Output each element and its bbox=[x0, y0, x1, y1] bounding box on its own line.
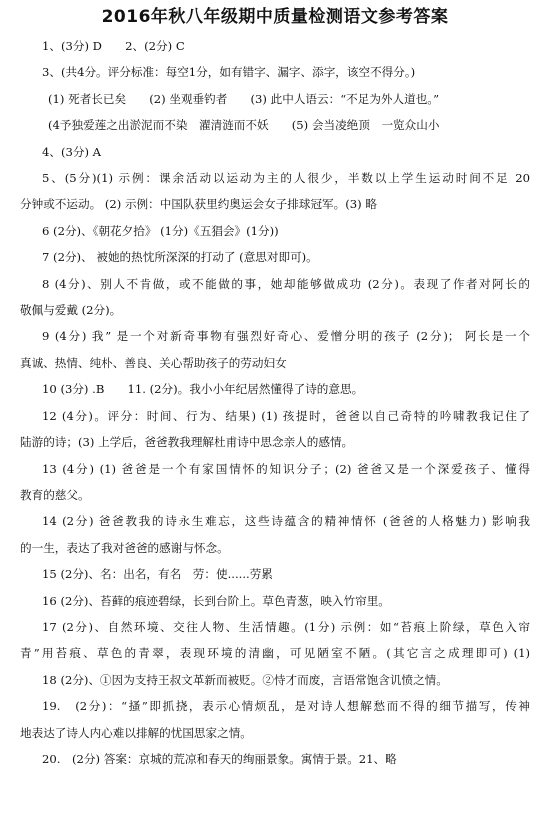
answer-line: 3、(共4分。评分标准：每空1分，如有错字、漏字、添字，该空不得分。) bbox=[42, 65, 416, 80]
answer-line: 19. (2分)：“搔”即抓挠，表示心情烦乱，是对诗人想解愁而不得的细节描写，传神 bbox=[42, 699, 530, 714]
answer-line: 14 (2分) 爸爸教我的诗永生难忘，这些诗蕴含的精神情怀 (爸爸的人格魅力) 影响我 bbox=[42, 514, 530, 529]
answer-line: 15 (2分)、名：出名，有名 劳：使......劳累 bbox=[42, 567, 273, 582]
answer-line: 教育的慈父。 bbox=[20, 487, 90, 502]
answer-line: 4、(3分) A bbox=[42, 144, 102, 159]
answer-list bbox=[20, 33, 530, 772]
answer-line: 青”用苔痕、草色的青翠，表现环境的清幽，可见陋室不陋。(其它言之成理即可) (1) bbox=[20, 646, 530, 661]
answer-line: (4予独爱莲之出淤泥而不染 濯清涟而不妖 (5) 会当凌绝顶 一览众山小 bbox=[48, 118, 440, 133]
answer-line: 13 (4分) (1) 爸爸是一个有家国情怀的知识分子；(2) 爸爸又是一个深爱孩子、懂得 bbox=[42, 461, 530, 476]
answer-line: 5、(5分)(1) 示例：课余活动以运动为主的人很少，半数以上学生运动时间不足 20 bbox=[42, 171, 530, 186]
answer-line: 8 (4分)、别人不肯做，或不能做的事，她却能够做成功 (2分)。表现了作者对阿长的 bbox=[42, 276, 530, 291]
answer-line: 6 (2分)、《朝花夕拾》 (1分)《五猖会》(1分)) bbox=[42, 223, 279, 238]
answer-line: 12 (4分)。评分：时间、行为、结果) (1) 孩提时，爸爸以自己奇特的吟啸教我记住了 bbox=[42, 408, 530, 423]
answer-line: 9 (4分) 我” 是一个对新奇事物有强烈好奇心、爱憎分明的孩子 (2分)； 阿长是一个 bbox=[42, 329, 530, 344]
answer-line: 分钟或不运动。 (2) 示例：中国队获里约奥运会女子排球冠军。(3) 略 bbox=[20, 197, 377, 212]
answer-line: 1、(3分) D 2、(2分) C bbox=[42, 39, 185, 53]
answer-line: 陆游的诗；(3) 上学后，爸爸教我理解杜甫诗中思念亲人的感情。 bbox=[20, 435, 354, 450]
document-title: 2016年秋八年级期中质量检测语文参考答案 bbox=[101, 7, 449, 27]
answer-line: 20. (2分) 答案：京城的荒凉和春天的绚丽景象。寓情于景。21、略 bbox=[42, 751, 397, 766]
answer-line: 真诚、热情、纯朴、善良、关心帮助孩子的劳动妇女 bbox=[20, 355, 287, 370]
answer-line: 17 (2分)、自然环境、交往人物、生活情趣。(1分) 示例：如“苔痕上阶绿，草色入帘 bbox=[42, 619, 530, 634]
answer-line: 敬佩与爱戴 (2分)。 bbox=[20, 303, 122, 318]
answer-line: 7 (2分)、 被她的热忱所深深的打动了 (意思对即可)。 bbox=[42, 250, 318, 265]
answer-line: 16 (2分)、苔藓的痕迹碧绿，长到台阶上。草色青葱，映入竹帘里。 bbox=[42, 593, 390, 608]
answer-line: 地表达了诗人内心难以排解的忧国思家之情。 bbox=[20, 725, 252, 740]
answer-line: 10 (3分) .B 11. (2分)。我小小年纪居然懂得了诗的意思。 bbox=[42, 382, 364, 397]
answer-line: 18 (2分)、①因为支持王叔文革新而被贬。②恃才而废，言语常饱含讥愤之情。 bbox=[42, 672, 448, 687]
answer-line: 的一生，表达了我对爸爸的感谢与怀念。 bbox=[20, 540, 229, 555]
answer-line: (1) 死者长已矣 (2) 坐观垂钓者 (3) 此中人语云：“不足为外人道也。” bbox=[48, 91, 440, 106]
